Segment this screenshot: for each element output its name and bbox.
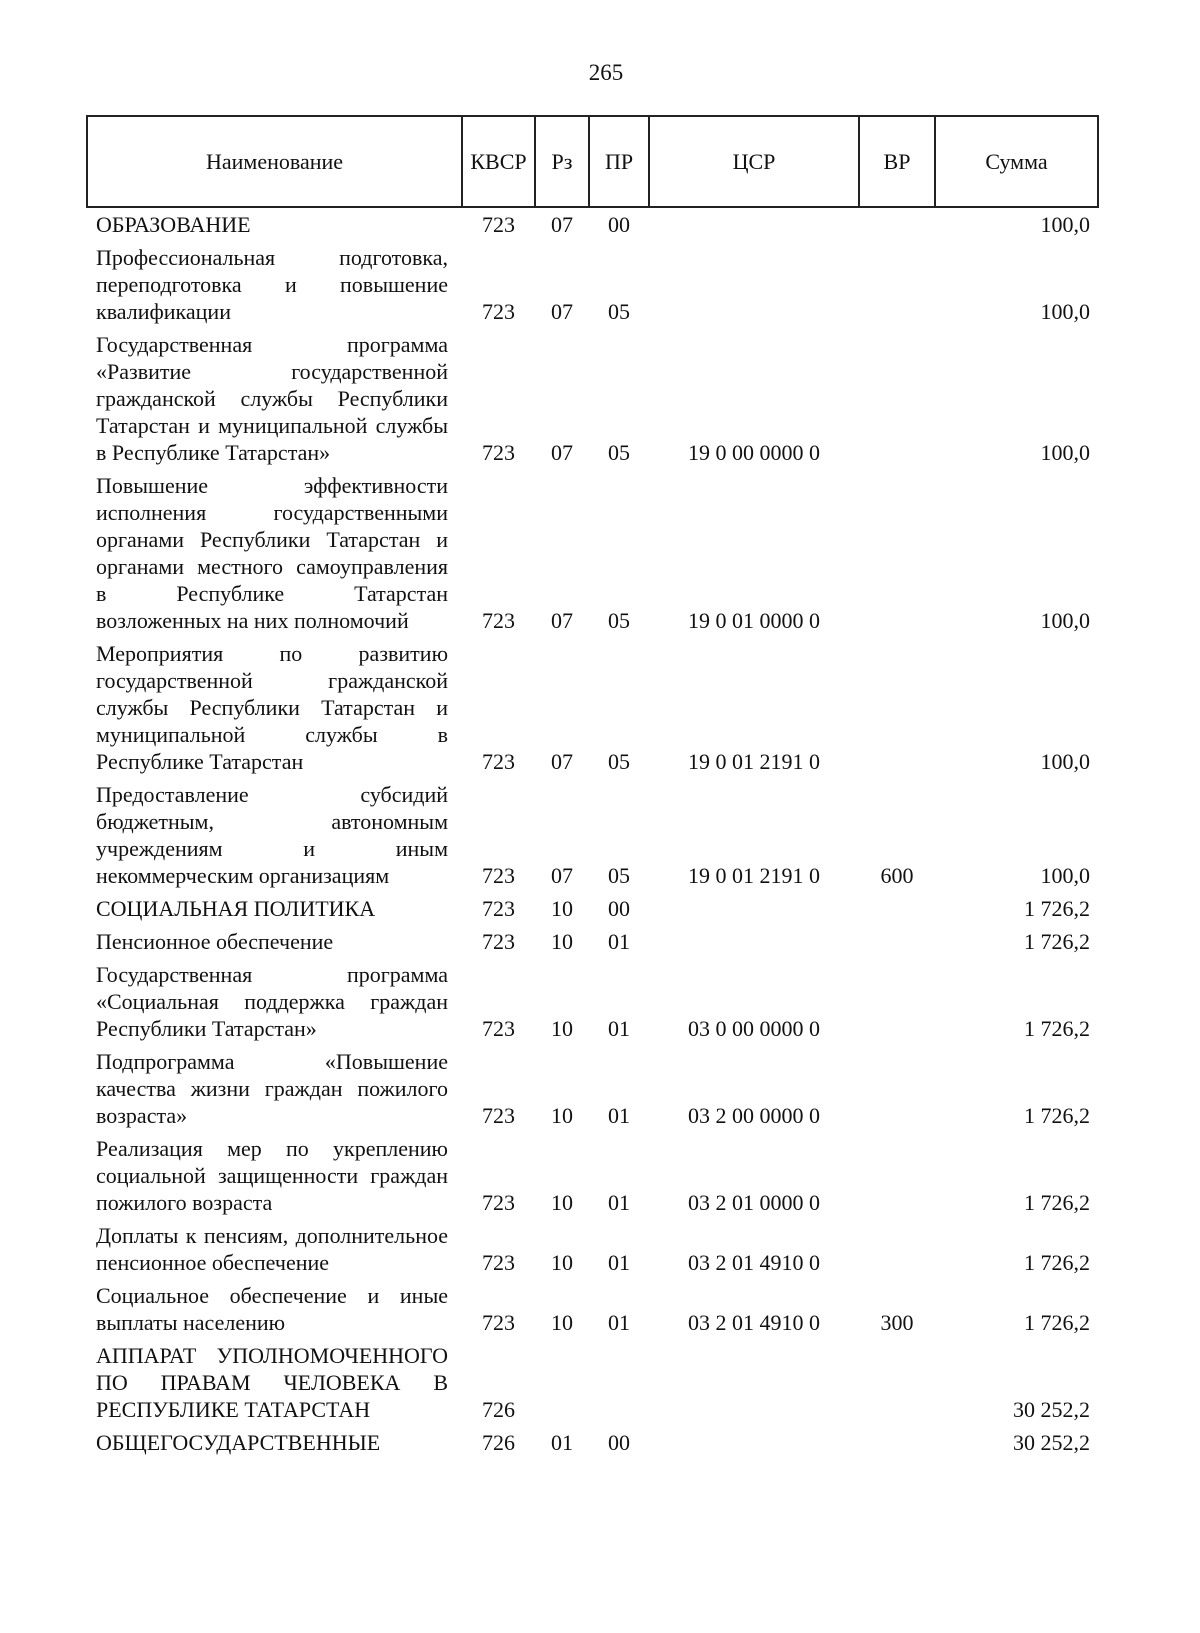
cell-csr: 19 0 01 2191 0 xyxy=(688,863,820,888)
cell-vr xyxy=(859,637,935,778)
cell-sum: 30 252,2 xyxy=(1013,1430,1090,1455)
cell-rz: 10 xyxy=(551,896,573,921)
cell-sum: 100,0 xyxy=(1040,749,1090,774)
header-sum: Сумма xyxy=(935,116,1098,207)
cell-csr: 03 2 01 4910 0 xyxy=(688,1250,820,1275)
table-row xyxy=(87,1339,1098,1426)
header-pr: ПР xyxy=(589,116,649,207)
table-row xyxy=(87,892,1098,925)
cell-name: АППАРАТ УПОЛНОМОЧЕННОГО ПО ПРАВАМ ЧЕЛОВЕКА В РЕСПУБЛИКЕ ТАТАРСТАН xyxy=(96,1343,448,1422)
cell-vr xyxy=(859,241,935,328)
cell-sum: 1 726,2 xyxy=(1024,1250,1090,1275)
cell-kvsr: 723 xyxy=(482,1190,515,1215)
cell-csr: 19 0 01 0000 0 xyxy=(688,608,820,633)
cell-kvsr: 723 xyxy=(482,608,515,633)
table-row xyxy=(87,328,1098,469)
table-row xyxy=(87,637,1098,778)
cell-rz: 01 xyxy=(551,1430,573,1455)
cell-sum: 100,0 xyxy=(1040,608,1090,633)
cell-pr: 01 xyxy=(608,1310,630,1335)
cell-kvsr: 723 xyxy=(482,863,515,888)
cell-vr xyxy=(859,328,935,469)
cell-kvsr: 723 xyxy=(482,749,515,774)
cell-csr xyxy=(649,1426,859,1459)
table-row xyxy=(87,778,1098,892)
table-row xyxy=(87,925,1098,958)
cell-csr xyxy=(649,892,859,925)
cell-pr: 05 xyxy=(608,863,630,888)
cell-rz: 10 xyxy=(551,1250,573,1275)
cell-vr xyxy=(859,1045,935,1132)
table-row xyxy=(87,241,1098,328)
cell-pr: 05 xyxy=(608,299,630,324)
table-row xyxy=(87,1045,1098,1132)
cell-sum: 1 726,2 xyxy=(1024,1103,1090,1128)
table-row xyxy=(87,1132,1098,1219)
cell-sum: 1 726,2 xyxy=(1024,896,1090,921)
cell-pr: 05 xyxy=(608,608,630,633)
cell-sum: 100,0 xyxy=(1040,299,1090,324)
cell-kvsr: 723 xyxy=(482,1016,515,1041)
table-row xyxy=(87,207,1098,241)
cell-sum: 30 252,2 xyxy=(1013,1397,1090,1422)
cell-rz: 07 xyxy=(551,749,573,774)
cell-name: Социальное обеспечение и иные выплаты населению xyxy=(96,1283,448,1335)
cell-rz: 10 xyxy=(551,929,573,954)
cell-sum: 1 726,2 xyxy=(1024,929,1090,954)
cell-name: Реализация мер по укреплению социальной защищенности граждан пожилого возраста xyxy=(96,1136,448,1215)
cell-pr: 01 xyxy=(608,1103,630,1128)
cell-vr xyxy=(859,925,935,958)
table-header xyxy=(87,116,1098,207)
cell-vr: 300 xyxy=(880,1310,914,1335)
cell-csr xyxy=(649,241,859,328)
cell-name: Предоставление субсидий бюджетным, автономным учреждениям и иным некоммерческим организациям xyxy=(96,782,448,888)
cell-kvsr: 723 xyxy=(482,1310,515,1335)
cell-vr: 600 xyxy=(880,863,914,888)
header-kvsr: КВСР xyxy=(462,116,535,207)
cell-rz: 07 xyxy=(551,440,573,465)
header-vr: ВР xyxy=(859,116,935,207)
header-rz: Рз xyxy=(535,116,589,207)
header-csr: ЦСР xyxy=(649,116,859,207)
cell-name: Доплаты к пенсиям, дополнительное пенсионное обеспечение xyxy=(96,1223,448,1275)
cell-pr: 00 xyxy=(608,896,630,921)
cell-pr: 01 xyxy=(608,1016,630,1041)
cell-pr xyxy=(589,1339,649,1426)
cell-name: Подпрограмма «Повышение качества жизни граждан пожилого возраста» xyxy=(96,1049,448,1128)
cell-csr: 03 2 01 4910 0 xyxy=(688,1310,820,1335)
cell-rz xyxy=(535,1339,589,1426)
cell-pr: 01 xyxy=(608,1250,630,1275)
cell-pr: 05 xyxy=(608,440,630,465)
cell-name: Мероприятия по развитию государственной гражданской службы Республики Татарстан и муниципальной службы в Республике Татарстан xyxy=(96,641,448,774)
cell-csr xyxy=(649,925,859,958)
page-number: 265 xyxy=(588,60,624,85)
cell-name: Профессиональная подготовка, переподготовка и повышение квалификации xyxy=(96,245,448,324)
cell-name: ОБРАЗОВАНИЕ xyxy=(96,212,251,237)
table-row xyxy=(87,1279,1098,1339)
cell-vr xyxy=(859,469,935,637)
cell-name: СОЦИАЛЬНАЯ ПОЛИТИКА xyxy=(96,896,376,921)
cell-vr xyxy=(859,1132,935,1219)
cell-rz: 10 xyxy=(551,1190,573,1215)
cell-pr: 00 xyxy=(608,1430,630,1455)
cell-kvsr: 723 xyxy=(482,896,515,921)
table-row xyxy=(87,1426,1098,1459)
cell-rz: 07 xyxy=(551,299,573,324)
cell-vr xyxy=(859,1219,935,1279)
cell-name: Государственная программа «Развитие государственной гражданской службы Республики Татарстан и муниципальной службы в Республике Татарстан» xyxy=(96,332,448,465)
table-row xyxy=(87,958,1098,1045)
cell-csr: 19 0 01 2191 0 xyxy=(688,749,820,774)
cell-csr: 03 0 00 0000 0 xyxy=(688,1016,820,1041)
cell-kvsr: 726 xyxy=(482,1397,515,1422)
cell-sum: 1 726,2 xyxy=(1024,1016,1090,1041)
cell-pr: 01 xyxy=(608,929,630,954)
cell-rz: 07 xyxy=(551,863,573,888)
cell-name: Пенсионное обеспечение xyxy=(96,929,334,954)
header-name: Наименование xyxy=(87,116,462,207)
table-row xyxy=(87,469,1098,637)
cell-name: ОБЩЕГОСУДАРСТВЕННЫЕ xyxy=(96,1430,381,1455)
header-row xyxy=(87,116,1098,207)
cell-csr: 19 0 00 0000 0 xyxy=(688,440,820,465)
table-body xyxy=(87,207,1098,1459)
cell-vr xyxy=(859,1426,935,1459)
cell-vr xyxy=(859,1339,935,1426)
cell-sum: 1 726,2 xyxy=(1024,1310,1090,1335)
cell-vr xyxy=(859,892,935,925)
cell-csr: 03 2 00 0000 0 xyxy=(688,1103,820,1128)
cell-rz: 10 xyxy=(551,1103,573,1128)
cell-vr xyxy=(859,958,935,1045)
cell-pr: 01 xyxy=(608,1190,630,1215)
cell-sum: 100,0 xyxy=(1040,863,1090,888)
cell-csr xyxy=(649,1339,859,1426)
cell-sum: 100,0 xyxy=(1040,212,1090,237)
cell-rz: 10 xyxy=(551,1310,573,1335)
cell-kvsr: 723 xyxy=(482,299,515,324)
cell-csr: 03 2 01 0000 0 xyxy=(688,1190,820,1215)
cell-kvsr: 723 xyxy=(482,1103,515,1128)
cell-name: Повышение эффективности исполнения государственными органами Республики Татарстан и органами местного самоуправления в Республике Татарстан возложенных на них полномочий xyxy=(96,473,448,633)
cell-kvsr: 723 xyxy=(482,212,515,237)
cell-name: Государственная программа «Социальная поддержка граждан Республики Татарстан» xyxy=(96,962,448,1041)
cell-rz: 07 xyxy=(551,212,573,237)
cell-rz: 07 xyxy=(551,608,573,633)
table-row xyxy=(87,1219,1098,1279)
cell-pr: 00 xyxy=(608,212,630,237)
cell-rz: 10 xyxy=(551,1016,573,1041)
budget-table xyxy=(86,115,1099,1459)
cell-pr: 05 xyxy=(608,749,630,774)
cell-kvsr: 723 xyxy=(482,929,515,954)
cell-kvsr: 723 xyxy=(482,440,515,465)
cell-kvsr: 723 xyxy=(482,1250,515,1275)
cell-sum: 1 726,2 xyxy=(1024,1190,1090,1215)
cell-kvsr: 726 xyxy=(482,1430,515,1455)
cell-sum: 100,0 xyxy=(1040,440,1090,465)
cell-vr xyxy=(859,207,935,241)
cell-csr xyxy=(649,207,859,241)
